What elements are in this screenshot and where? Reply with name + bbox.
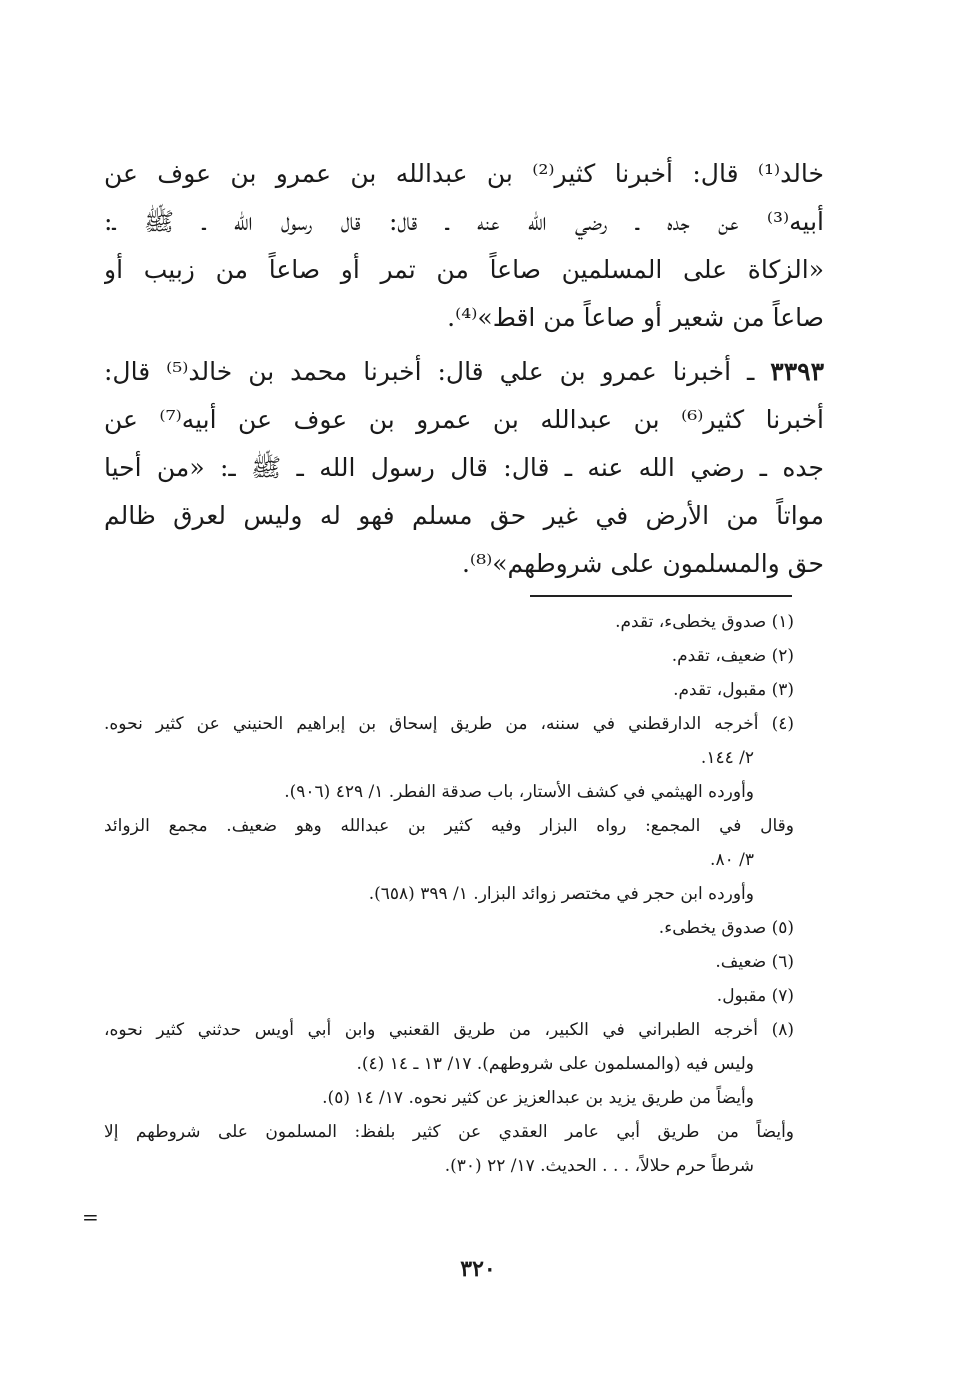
footnote-4-cont: وقال في المجمع: رواه البزار وفيه كثير بن عبدالله وهو ضعيف. مجمع الزوائد [104,816,794,836]
hadith-text: ـ أخبرنا عمرو بن علي قال: أخبرنا محمد بن خالد⁽⁵⁾ قال: [104,357,755,386]
footnote-separator [530,595,792,597]
footnote-8-cont: وأيضاً من طريق يزيد بن عبدالعزيز عن كثير نحوه. ١٧/ ١٤ (٥). [322,1088,754,1108]
text-line: أبيه⁽³⁾ عن جده ـ رضي الله عنه ـ قال: قال رسول الله ـ ﷺ ـ: [104,207,824,236]
footnote-4: (٤) أخرجه الدارقطني في سننه، من طريق إسحاق بن إبراهيم الحنيني عن كثير نحوه. [104,714,794,734]
main-text [104,150,824,588]
footnote-4-cont: ٣/ ٨٠. [710,850,754,870]
footnote-8: (٨) أخرجه الطبراني في الكبير، من طريق القعنبي وابن أبي أويس حدثني كثير نحوه، [104,1020,794,1040]
footnote-4-cont: ٢/ ١٤٤. [700,748,754,768]
text-line: «الزكاة على المسلمين صاعاً من تمر أو صاعاً من زبيب أو [104,255,824,284]
text-line: حق والمسلمون على شروطهم»⁽⁸⁾. [461,549,824,578]
footnote-6: (٦) ضعيف. [715,952,794,972]
footnote-8-cont: شرطاً حرم حلالاً، . . . الحديث. ١٧/ ٢٢ (٣٠). [444,1156,754,1176]
page-number: ٣٢٠ [460,1256,496,1282]
footnote-8-cont: وأيضاً من طريق أبي عامر العقدي عن كثير بلفظ: المسلمون على شروطهم إلا [104,1122,794,1142]
text-line: أخبرنا كثير⁽⁶⁾ بن عبدالله بن عمرو بن عوف عن أبيه⁽⁷⁾ عن [104,405,824,434]
footnote-3: (٣) مقبول، تقدم. [673,680,794,700]
footnote-4-cont: وأورده ابن حجر في مختصر زوائد البزار. ١/ ٣٩٩ (٦٥٨). [368,884,754,904]
text-line: صاعاً من شعير أو صاعاً من اقط»⁽⁴⁾. [447,303,824,332]
hadith-first-line [104,348,824,396]
text-line: مواتاً من الأرض في غير حق مسلم فهو له وليس لعرق ظالم [104,501,824,530]
text-line: خالد⁽¹⁾ قال: أخبرنا كثير⁽²⁾ بن عبدالله بن عمرو بن عوف عن [104,159,824,188]
footnote-2: (٢) ضعيف، تقدم. [671,646,794,666]
footnote-5: (٥) صدوق يخطىء. [658,918,794,938]
footnote-8-cont: وليس فيه (والمسلمون على شروطهم). ١٧/ ١٣ ـ ١٤ (٤). [356,1054,754,1074]
footnote-1: (١) صدوق يخطىء، تقدم. [615,612,794,632]
text-line: جده ـ رضي الله عنه ـ قال: قال رسول الله ـ ﷺ ـ: «من أحيا [104,453,824,482]
footnote-4-cont: وأورده الهيثمي في كشف الأستار، باب صدقة الفطر. ١/ ٤٢٩ (٩٠٦). [284,782,754,802]
footnotes [104,605,794,1183]
continuation-mark: = [82,1205,99,1229]
footnote-7: (٧) مقبول. [716,986,794,1006]
hadith-number: ٣٣٩٣ [770,357,824,386]
